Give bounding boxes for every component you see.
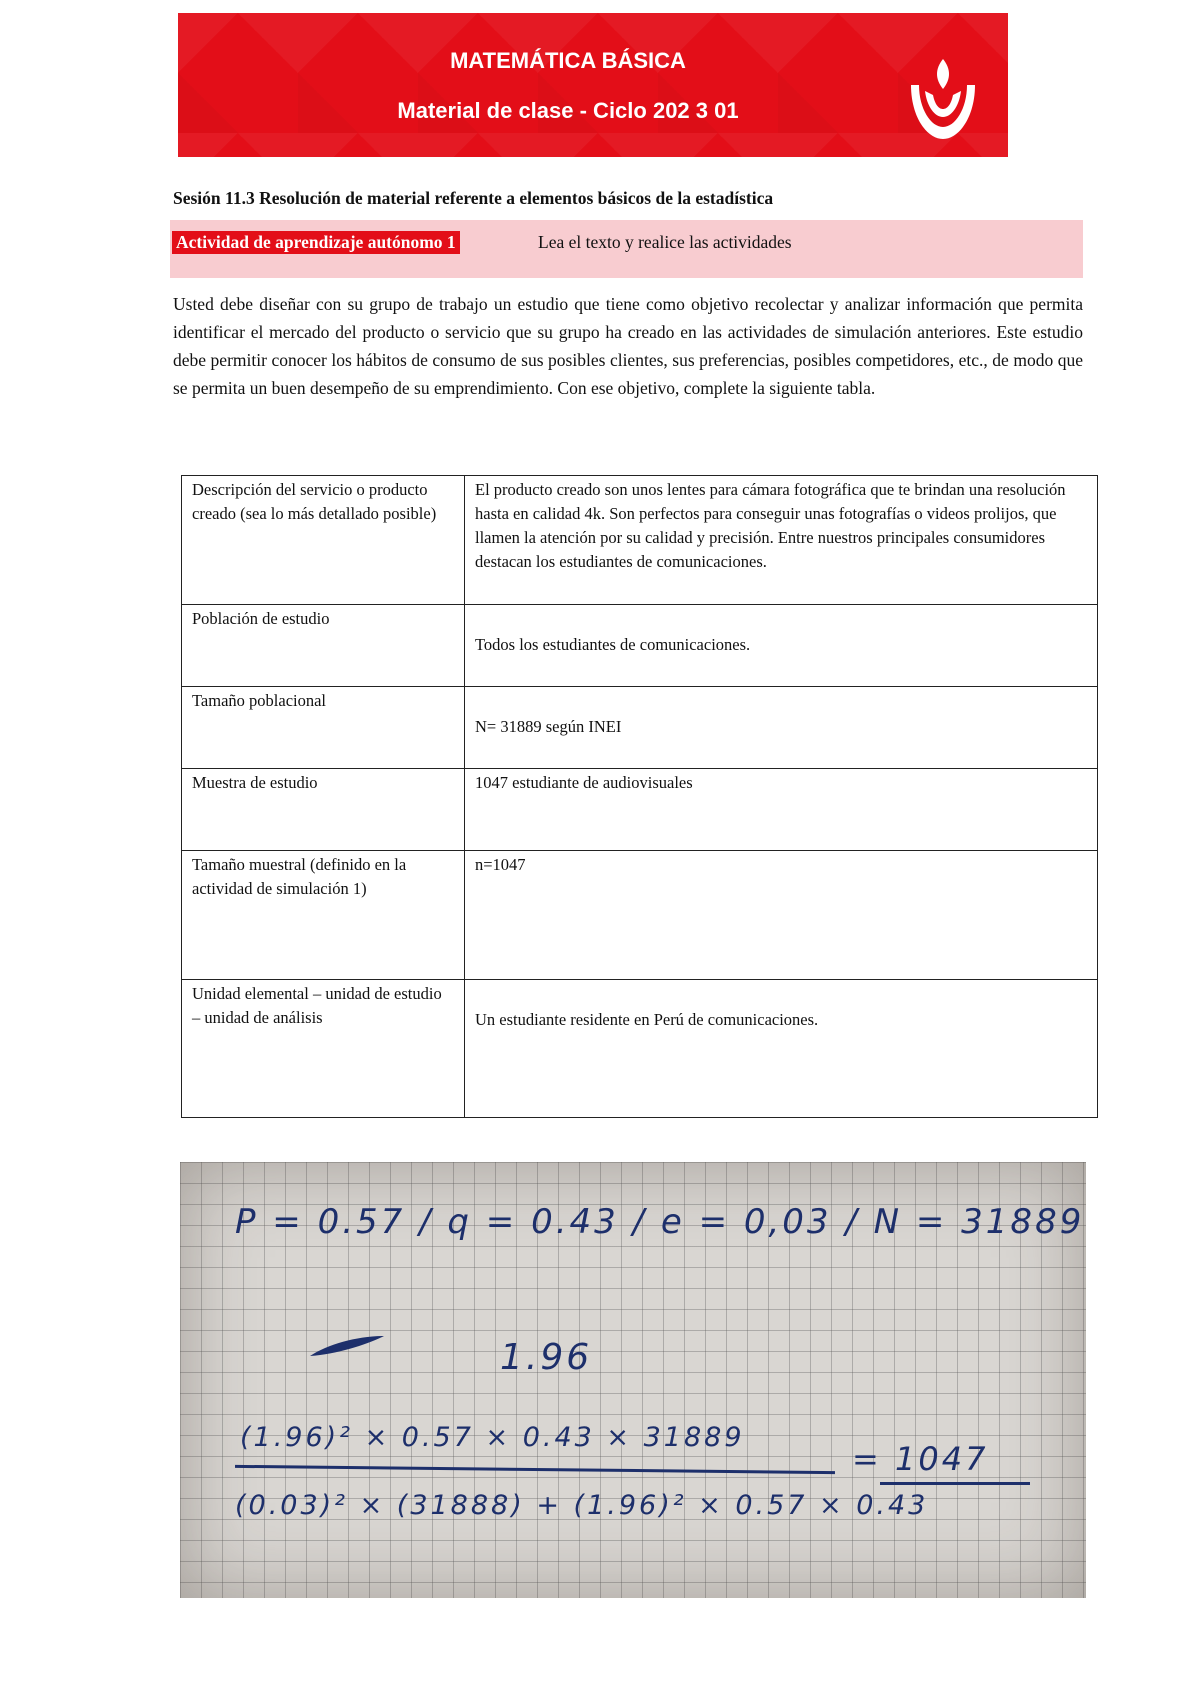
row-value: El producto creado son unos lentes para cámara fotográfica que te brindan una resolución hasta en calidad 4k. Son perfectos para conseguir unas fotografías o videos prolijos, que llamen la atención por su calidad y precisión. Entre nuestros principales consumidores destacan los estudiantes de comunicaciones.	[465, 476, 1098, 605]
fraction-line	[235, 1465, 835, 1474]
table-row	[182, 605, 1098, 687]
table-row	[182, 476, 1098, 605]
handwritten-result: = 1047	[852, 1440, 989, 1478]
row-value: 1047 estudiante de audiovisuales	[465, 769, 1098, 851]
table-row	[182, 687, 1098, 769]
row-label: Descripción del servicio o producto creado (sea lo más detallado posible)	[182, 476, 465, 605]
handwritten-calculation-photo	[180, 1162, 1086, 1598]
course-subtitle: Material de clase - Ciclo 202 3 01	[397, 98, 739, 123]
activity-tag: Actividad de aprendizaje autónomo 1	[172, 231, 460, 254]
pen-mark-icon	[308, 1332, 388, 1362]
activity-instruction: Lea el texto y realice las actividades	[538, 232, 792, 252]
row-value-text: Todos los estudiantes de comunicaciones.	[475, 635, 751, 654]
handwritten-numerator: (1.96)² × 0.57 × 0.43 × 31889	[240, 1422, 745, 1453]
row-value: n=1047	[465, 851, 1098, 980]
row-label: Muestra de estudio	[182, 769, 465, 851]
row-value-text: Un estudiante residente en Perú de comunicaciones.	[475, 1010, 819, 1029]
result-underline	[880, 1482, 1030, 1485]
table-row	[182, 769, 1098, 851]
row-label: Tamaño poblacional	[182, 687, 465, 769]
course-title: MATEMÁTICA BÁSICA	[450, 48, 686, 73]
handwritten-z-value: 1.96	[500, 1337, 593, 1378]
row-value	[465, 687, 1098, 769]
row-label: Unidad elemental – unidad de estudio – unidad de análisis	[182, 980, 465, 1118]
study-design-table	[181, 475, 1098, 1118]
row-label: Tamaño muestral (definido en la actividad de simulación 1)	[182, 851, 465, 980]
row-value	[465, 980, 1098, 1118]
university-logo-icon	[905, 55, 981, 145]
row-label: Población de estudio	[182, 605, 465, 687]
table-row	[182, 851, 1098, 980]
session-title: Sesión 11.3 Resolución de material referente a elementos básicos de la estadística	[173, 188, 774, 208]
handwritten-parameters: P = 0.57 / q = 0.43 / e = 0,03 / N = 31889	[235, 1202, 1085, 1242]
header-banner	[178, 13, 1008, 157]
intro-paragraph: Usted debe diseñar con su grupo de trabajo un estudio que tiene como objetivo recolectar y analizar información que permita identificar el mercado del producto o servicio que su grupo ha creado en las actividades de simulación anteriores. Este estudio debe permitir conocer los hábitos de consumo de sus posibles clientes, sus preferencias, posibles competidores, etc., de modo que se permita un buen desempeño de su emprendimiento. Con ese objetivo, complete la siguiente tabla.	[173, 294, 1083, 398]
row-value	[465, 605, 1098, 687]
table-row	[182, 980, 1098, 1118]
handwritten-denominator: (0.03)² × (31888) + (1.96)² × 0.57 × 0.43	[235, 1490, 929, 1521]
row-value-text: N= 31889 según INEI	[475, 717, 622, 736]
